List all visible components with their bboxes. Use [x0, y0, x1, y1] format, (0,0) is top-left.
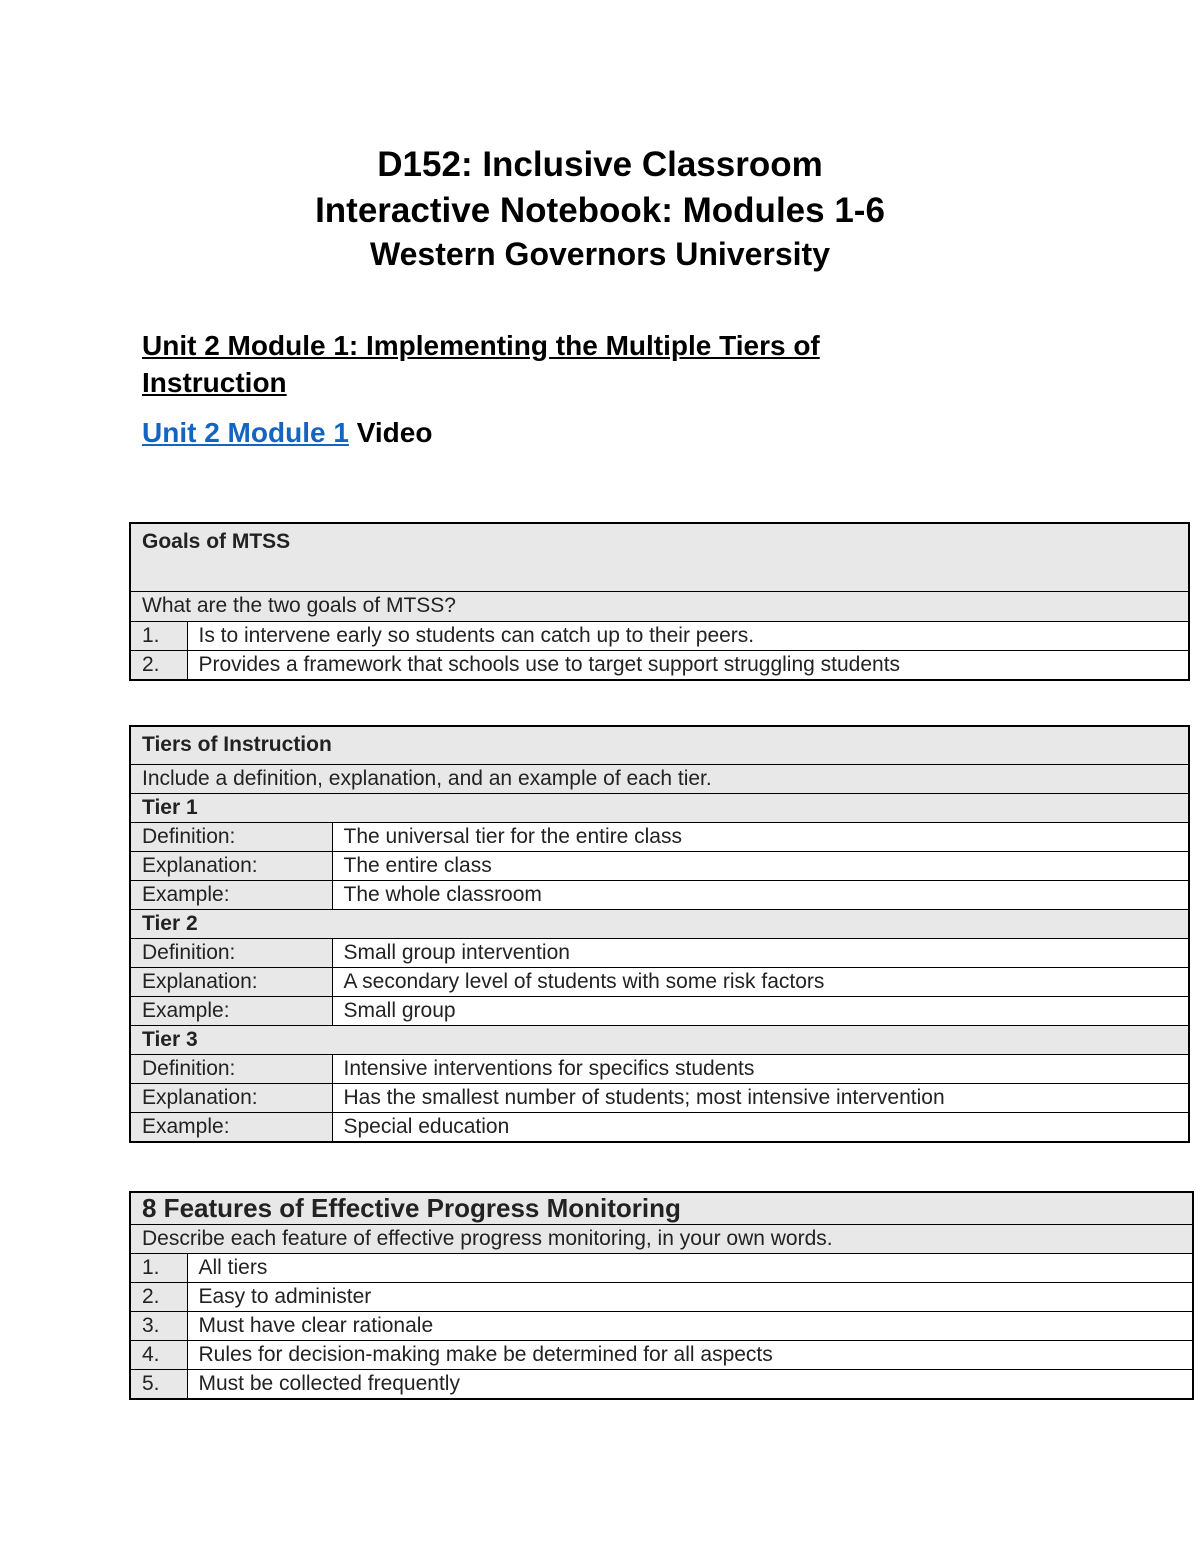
module-heading-line1: Unit 2 Module 1: Implementing the Multiple Tiers of — [142, 330, 820, 361]
module-video-link[interactable]: Unit 2 Module 1 — [142, 417, 349, 448]
tier-row-label: Explanation: — [130, 1083, 332, 1112]
video-label: Video — [356, 417, 433, 448]
tiers-prompt: Include a definition, explanation, and an example of each tier. — [130, 764, 1189, 793]
video-line — [142, 414, 432, 451]
features-answer: All tiers — [187, 1253, 1193, 1282]
tier-row — [130, 1112, 1189, 1142]
features-row — [130, 1253, 1193, 1282]
tier-row — [130, 822, 1189, 851]
document-title — [0, 142, 1200, 274]
features-number: 3. — [130, 1311, 187, 1340]
tier-row-value: Small group intervention — [332, 938, 1189, 967]
features-row — [130, 1311, 1193, 1340]
tier-row — [130, 880, 1189, 909]
university-name: Western Governors University — [369, 236, 830, 272]
tier-row-value: The whole classroom — [332, 880, 1189, 909]
tier-row — [130, 1054, 1189, 1083]
features-row — [130, 1369, 1193, 1399]
tier-row-value: Small group — [332, 996, 1189, 1025]
tier-row-label: Explanation: — [130, 967, 332, 996]
tier-row-value: The entire class — [332, 851, 1189, 880]
features-answer: Must have clear rationale — [187, 1311, 1193, 1340]
tiers-title: Tiers of Instruction — [130, 726, 1189, 764]
tier-row-value: A secondary level of students with some risk factors — [332, 967, 1189, 996]
features-number: 1. — [130, 1253, 187, 1282]
tier-3-heading: Tier 3 — [130, 1025, 1189, 1054]
tier-row-value: Special education — [332, 1112, 1189, 1142]
goals-title: Goals of MTSS — [130, 523, 1189, 591]
module-heading-line2: Instruction — [142, 367, 287, 398]
tier-row-value: Has the smallest number of students; most intensive intervention — [332, 1083, 1189, 1112]
tier-row-label: Definition: — [130, 822, 332, 851]
tier-row — [130, 938, 1189, 967]
goals-number: 2. — [130, 650, 187, 680]
goals-prompt: What are the two goals of MTSS? — [130, 591, 1189, 621]
features-table — [129, 1191, 1194, 1400]
module-heading — [142, 327, 942, 401]
goals-row — [130, 621, 1189, 650]
features-row — [130, 1340, 1193, 1369]
goals-table — [129, 522, 1190, 681]
goals-answer: Is to intervene early so students can catch up to their peers. — [187, 621, 1189, 650]
tier-row-label: Example: — [130, 880, 332, 909]
features-prompt: Describe each feature of effective progress monitoring, in your own words. — [130, 1224, 1193, 1253]
tier-row-label: Definition: — [130, 1054, 332, 1083]
goals-number: 1. — [130, 621, 187, 650]
tier-row-label: Definition: — [130, 938, 332, 967]
notebook-title: Interactive Notebook: Modules 1-6 — [315, 191, 885, 230]
tier-row-label: Explanation: — [130, 851, 332, 880]
features-answer: Rules for decision-making make be determined for all aspects — [187, 1340, 1193, 1369]
features-number: 2. — [130, 1282, 187, 1311]
features-row — [130, 1282, 1193, 1311]
tier-row-value: Intensive interventions for specifics students — [332, 1054, 1189, 1083]
tier-row — [130, 996, 1189, 1025]
tier-row — [130, 1083, 1189, 1112]
features-number: 4. — [130, 1340, 187, 1369]
tiers-table — [129, 725, 1190, 1143]
features-answer: Must be collected frequently — [187, 1369, 1193, 1399]
tier-row — [130, 851, 1189, 880]
goals-answer: Provides a framework that schools use to target support struggling students — [187, 650, 1189, 680]
tier-row — [130, 967, 1189, 996]
tier-row-label: Example: — [130, 1112, 332, 1142]
tier-2-heading: Tier 2 — [130, 909, 1189, 938]
features-number: 5. — [130, 1369, 187, 1399]
tier-row-value: The universal tier for the entire class — [332, 822, 1189, 851]
tier-row-label: Example: — [130, 996, 332, 1025]
course-title: D152: Inclusive Classroom — [377, 145, 823, 184]
features-answer: Easy to administer — [187, 1282, 1193, 1311]
goals-row — [130, 650, 1189, 680]
features-title: 8 Features of Effective Progress Monitoring — [130, 1192, 1193, 1224]
tier-1-heading: Tier 1 — [130, 793, 1189, 822]
